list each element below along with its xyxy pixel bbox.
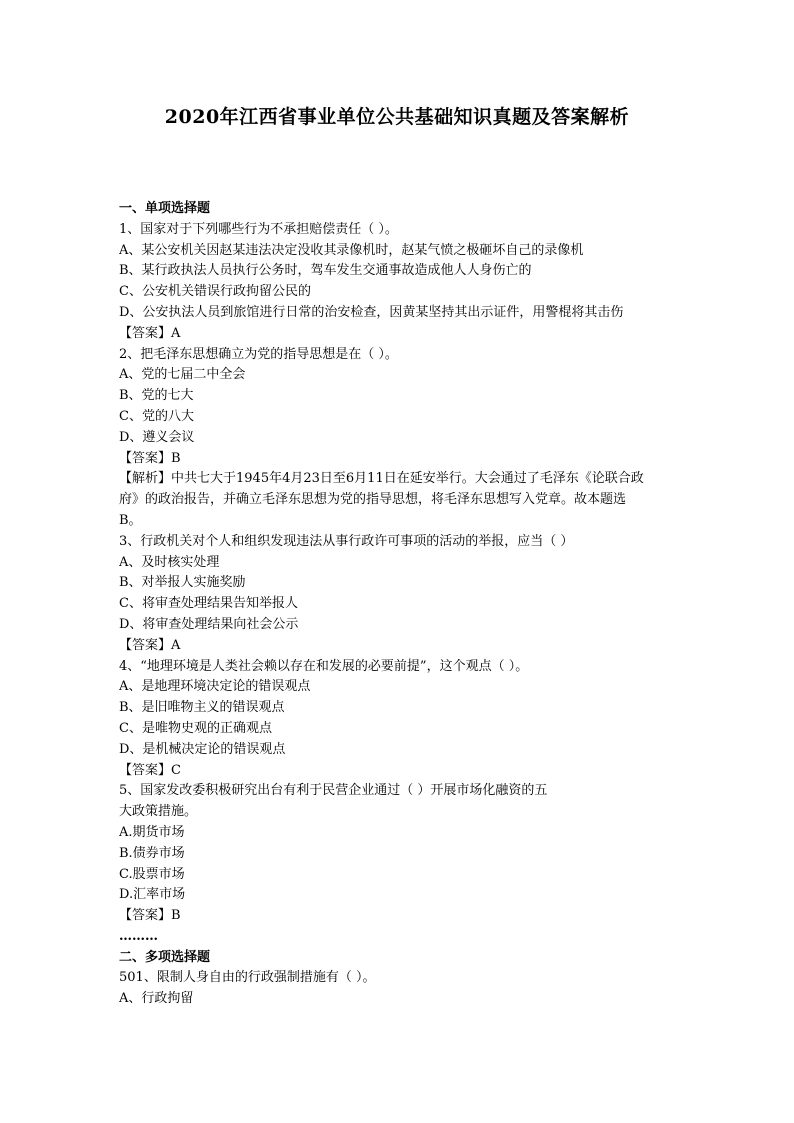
question-3-option-a: A、及时核实处理 — [119, 554, 220, 570]
question-2-option-c: C、党的八大 — [119, 408, 194, 424]
question-2-option-a: A、党的七届二中全会 — [119, 367, 246, 383]
question-4-stem: 4、“地理环境是人类社会赖以存在和发展的必要前提”，这个观点（ ）。 — [119, 658, 529, 674]
question-4-option-d: D、是机械决定论的错误观点 — [119, 741, 286, 757]
question-2-stem: 2、把毛泽东思想确立为党的指导思想是在（ ）。 — [119, 346, 398, 362]
question-1-option-d: D、公安执法人员到旅馆进行日常的治安检查，因黄某坚持其出示证件，用警棍将其击伤 — [119, 304, 624, 320]
question-1-option-c: C、公安机关错误行政拘留公民的 — [119, 284, 311, 300]
section-heading-multiple-choice: 二、多项选择题 — [119, 949, 211, 965]
question-1-answer: 【答案】A — [119, 325, 181, 341]
question-2-analysis-line-2: 府》的政治报告，并确立毛泽东思想为党的指导思想，将毛泽东思想写入党章。故本题选 — [119, 492, 627, 508]
question-4-option-b: B、是旧唯物主义的错误观点 — [119, 700, 285, 716]
question-3-stem: 3、行政机关对个人和组织发现违法从事行政许可事项的活动的举报，应当（ ） — [119, 533, 574, 549]
question-3-option-d: D、将审查处理结果向社会公示 — [119, 616, 299, 632]
question-3-option-b: B、对举报人实施奖励 — [119, 575, 246, 591]
question-4-option-a: A、是地理环境决定论的错误观点 — [119, 679, 311, 695]
question-3-option-c: C、将审查处理结果告知举报人 — [119, 596, 298, 612]
question-4-answer: 【答案】C — [119, 762, 181, 778]
question-2-option-b: B、党的七大 — [119, 388, 194, 404]
question-5-option-b: B.债券市场 — [119, 845, 185, 861]
question-5-option-a: A.期货市场 — [119, 824, 185, 840]
question-5-option-c: C.股票市场 — [119, 866, 185, 882]
question-501-option-a: A、行政拘留 — [119, 991, 194, 1007]
document-body — [119, 199, 679, 1010]
question-2-answer: 【答案】B — [119, 450, 181, 466]
question-4-option-c: C、是唯物史观的正确观点 — [119, 720, 272, 736]
question-5-stem-line-2: 大政策措施。 — [119, 804, 198, 820]
question-5-option-d: D.汇率市场 — [119, 887, 186, 903]
question-3-answer: 【答案】A — [119, 637, 181, 653]
question-5-answer: 【答案】B — [119, 908, 181, 924]
question-2-analysis-line-3: B。 — [119, 512, 142, 528]
question-5-stem-line-1: 5、国家发改委积极研究出台有利于民营企业通过（ ）开展市场化融资的五 — [119, 783, 548, 799]
page-title: 2020年江西省事业单位公共基础知识真题及答案解析 — [164, 106, 630, 128]
question-1-option-b: B、某行政执法人员执行公务时，驾车发生交通事故造成他人人身伤亡的 — [119, 263, 532, 279]
question-1-option-a: A、某公安机关因赵某违法决定没收其录像机时，赵某气愤之极砸坏自己的录像机 — [119, 242, 584, 258]
ellipsis-separator: ……… — [119, 928, 158, 944]
section-heading-single-choice: 一、单项选择题 — [119, 201, 211, 216]
question-2-option-d: D、遵义会议 — [119, 429, 195, 445]
question-501-stem: 501、限制人身自由的行政强制措施有（ ）。 — [119, 970, 376, 986]
question-1-stem: 1、国家对于下列哪些行为不承担赔偿责任（ ）。 — [119, 221, 398, 237]
question-2-analysis-line-1: 【解析】中共七大于1945年4月23日至6月11日在延安举行。大会通过了毛泽东《论联合政 — [119, 471, 644, 487]
